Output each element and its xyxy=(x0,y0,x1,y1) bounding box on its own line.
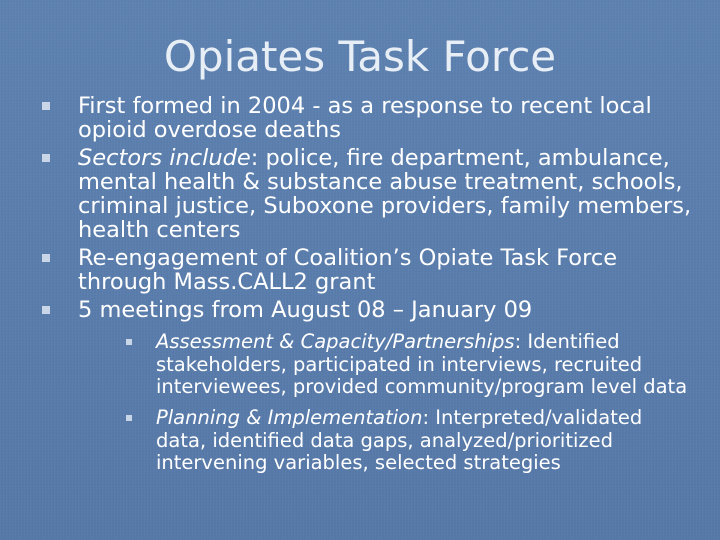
bullet-list xyxy=(42,94,702,478)
sub-bullet-italic-text: Planning & Implementation xyxy=(156,406,423,429)
square-bullet-icon xyxy=(42,306,50,314)
sub-bullet-item xyxy=(126,406,702,474)
bullet-text: : police, fire department, ambulance, mental health & substance abuse treatment, schools, criminal justice, Suboxone providers, family members, health centers xyxy=(78,145,692,243)
bullet-item xyxy=(42,146,702,242)
square-bullet-icon xyxy=(42,102,50,110)
sub-bullet-lead-text: : Interpreted/validated xyxy=(422,406,643,429)
sub-bullet-lead-text: : Identified xyxy=(514,330,620,353)
bullet-text: Re-engagement of Coalition’s Opiate Task Force through Mass.CALL2 grant xyxy=(78,245,618,295)
sub-bullet-text: data, identified data gaps, analyzed/prioritized intervening variables, selected strategies xyxy=(156,429,614,474)
bullet-italic-text: Sectors include xyxy=(78,145,251,171)
sub-bullet-item xyxy=(126,330,702,398)
sub-bullet-list xyxy=(78,330,702,474)
square-bullet-icon xyxy=(126,415,132,421)
square-bullet-icon xyxy=(42,154,50,162)
bullet-item xyxy=(42,246,702,294)
square-bullet-icon xyxy=(126,339,132,345)
slide-title: Opiates Task Force xyxy=(163,32,557,81)
sub-bullet-text: stakeholders, participated in interviews, recruited interviewees, provided community/program level data xyxy=(156,353,688,398)
bullet-text: First formed in 2004 - as a response to recent local opioid overdose deaths xyxy=(78,93,652,143)
bullet-item xyxy=(42,298,702,474)
bullet-item xyxy=(42,94,702,142)
sub-bullet-italic-text: Assessment & Capacity/Partnerships xyxy=(156,330,515,353)
square-bullet-icon xyxy=(42,254,50,262)
bullet-text: 5 meetings from August 08 – January 09 xyxy=(78,297,533,323)
